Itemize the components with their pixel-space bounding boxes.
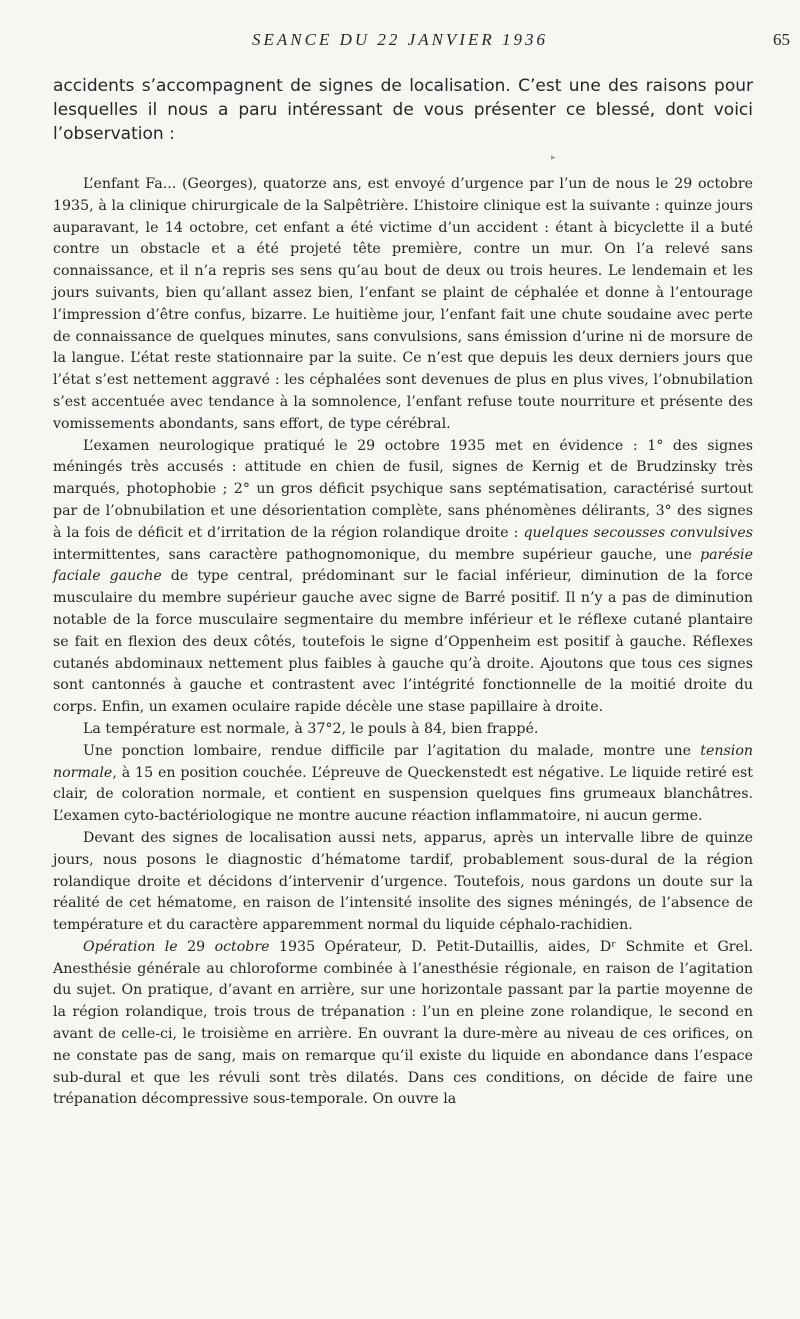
text-run: 29 bbox=[177, 938, 215, 955]
paragraph-operation bbox=[53, 937, 753, 1111]
text-run: Une ponction lombaire, rendue difficile par l’agitation du malade, montre une bbox=[83, 742, 701, 759]
text-run: L’examen neurologique pratiqué le 29 octobre 1935 met en évidence : 1° des signes méningés très accusés : attitude en chien de fusil, signes de Kernig et de Brudzinsky très marqués, photophobie ; 2° un gros déficit psychique sans septématisation, caractérisé surtout par de l’obnubilation et une désorientation complète, sans phénomènes délirants, 3° des signes à la fois de déficit et d’irritation de la région rolandique droite : bbox=[53, 437, 753, 541]
text-run: 1935 Opérateur, D. Petit-Dutaillis, aides, Dʳ Schmite et Grel. Anesthésie générale au chloroforme combinée à l’anesthésie régionale, en raison de l’agitation du sujet. On pratique, d’avant en arrière, sur une horizontale passant par la partie moyenne de la région rolandique, trois trous de trépanation : l’un en pleine zone rolandique, le second en avant de celle-ci, le troisième en arrière. En ouvrant la dure-mère au niveau de ces orifices, on ne constate pas de sang, mais on remarque qu’il existe du liquide en abondance dans l’espace sub-dural et que les révuli sont très dilatés. Dans ces conditions, on décide de faire une trépanation décompressive sous-temporale. On ouvre la bbox=[53, 938, 753, 1108]
text-run: de type central, prédominant sur le facial inférieur, diminution de la force musculaire du membre supérieur gauche avec signe de Barré positif. Il n’y a pas de diminution notable de la force musculaire segmentaire du membre inférieur et le réflexe cutané plantaire se fait en flexion des deux côtés, toutefois le signe d’Oppenheim est positif à gauche. Réflexes cutanés abdominaux nettement plus faibles à gauche qu’à droite. Ajoutons que tous ces signes sont cantonnés à gauche et contrastent avec l’intégrité fonctionnelle de la moitié droite du corps. Enfin, un examen oculaire rapide décèle une stase papillaire à droite. bbox=[53, 568, 753, 716]
running-title: SEANCE DU 22 JANVIER 1936 bbox=[252, 30, 548, 49]
paragraph-lumbar-puncture bbox=[53, 741, 753, 828]
italic-run: octobre bbox=[214, 938, 270, 955]
italic-run: Opération le bbox=[83, 938, 178, 955]
italic-run: tension normale bbox=[53, 742, 753, 781]
observation-body bbox=[53, 174, 753, 1111]
paragraph-temperature: La température est normale, à 37°2, le pouls à 84, bien frappé. bbox=[83, 720, 539, 737]
italic-run: parésie faciale gauche bbox=[53, 546, 753, 585]
text-run: , à 15 en position couchée. L’épreuve de Queckenstedt est négative. Le liquide retiré est clair, de coloration normale, et contient en suspension quelques fins grumeaux blanchâtres. L’examen cyto-bactériologique ne montre aucune réaction inflammatoire, ni aucun germe. bbox=[53, 764, 753, 825]
paragraph-diagnosis: Devant des signes de localisation aussi nets, apparus, après un intervalle libre de quinze jours, nous posons le diagnostic d’hématome tardif, probablement sous-dural de la région rolandique droite et décidons d’intervenir d’urgence. Toutefois, nous gardons un doute sur la réalité de cet hématome, en raison de l’intensité insolite des signes méningés, de l’absence de température et du caractère apparemment normal du liquide céphalo-rachidien. bbox=[53, 829, 753, 934]
print-speck: ▸ bbox=[551, 153, 556, 163]
paragraph-history: L’enfant Fa... (Georges), quatorze ans, est envoyé d’urgence par l’un de nous le 29 octobre 1935, à la clinique chirurgicale de la Salpêtrière. L’histoire clinique est la suivante : quinze jours auparavant, le 14 octobre, cet enfant a été victime d’un accident : étant à bicyclette il a buté contre un obstacle et a été projeté tête première, contre un mur. On l’a relevé sans connaissance, et il n’a repris ses sens qu’au bout de deux ou trois heures. Le lendemain et les jours suivants, bien qu’allant assez bien, l’enfant se plaint de céphalée et donne à l’entourage l’impression d’être confus, bizarre. Le huitième jour, l’enfant fait une chute soudaine avec perte de connaissance de quelques minutes, sans convulsions, sans émission d’urine ni de morsure de la langue. L’état reste stationnaire par la suite. Ce n’est que depuis les deux derniers jours que l’état s’est nettement aggravé : les céphalées sont devenues de plus en plus vives, l’obnubilation s’est accentuée avec tendance à la somnolence, l’enfant refuse toute nourriture et présente des vomissements abondants, sans effort, de type cérébral. bbox=[53, 176, 753, 432]
paragraph-neuro-exam bbox=[53, 436, 753, 719]
italic-run: quelques secousses convulsives bbox=[523, 524, 753, 541]
page-number: 65 bbox=[773, 30, 790, 49]
text-run: intermittentes, sans caractère pathognomonique, du membre supérieur gauche, une bbox=[53, 546, 701, 563]
intro-paragraph: accidents s’accompagnent de signes de localisation. C’est une des raisons pour lesquelles il nous a paru intéressant de vous présenter ce blessé, dont voici l’observation : bbox=[53, 76, 753, 144]
page-header bbox=[0, 30, 800, 54]
